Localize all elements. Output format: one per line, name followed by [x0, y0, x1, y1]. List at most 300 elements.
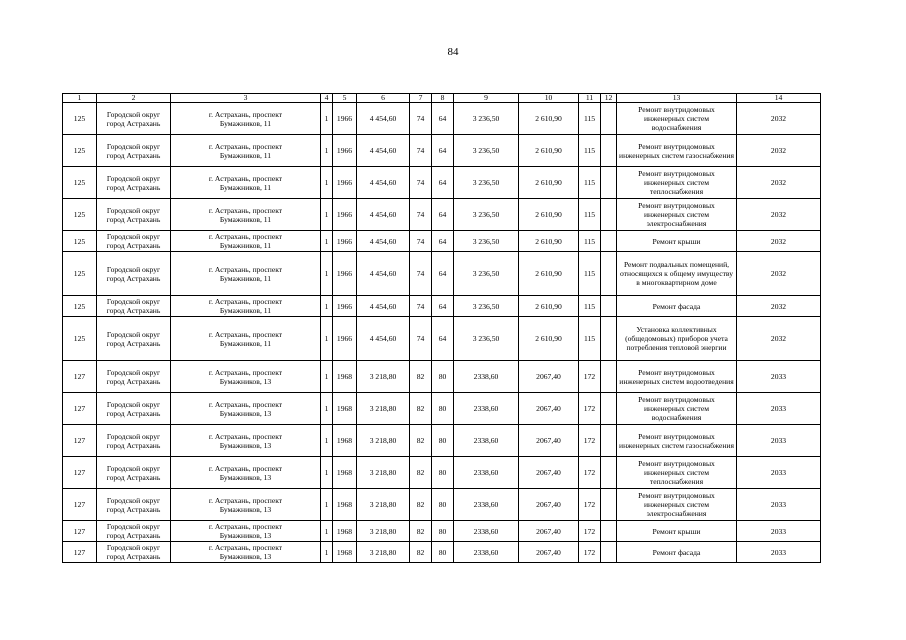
cell-c9: 3 236,50 [454, 317, 519, 361]
year-cell: 2033 [737, 542, 821, 563]
table-body [63, 94, 821, 563]
cell-c6: 4 454,60 [357, 135, 410, 167]
cell-c6: 4 454,60 [357, 103, 410, 135]
municipality-cell-line-2: город Астрахань [106, 472, 161, 482]
address-cell-line-2: Бумажников, 11 [219, 214, 272, 224]
municipality-cell-line-1: Городской округ [106, 141, 161, 151]
cell-c12 [601, 521, 617, 542]
cell-c6: 4 454,60 [357, 296, 410, 317]
table-row [63, 135, 821, 167]
address-cell [171, 103, 321, 135]
house-number: 125 [63, 103, 97, 135]
address-cell-line-2: Бумажников, 13 [219, 552, 272, 561]
address-cell [171, 135, 321, 167]
column-number-2: 2 [97, 94, 171, 103]
cell-c4: 1 [321, 199, 333, 231]
cell-c8: 80 [432, 425, 454, 457]
municipality-cell-line-1: Городской округ [106, 329, 161, 339]
cell-c6: 3 218,80 [357, 393, 410, 425]
work-type-cell: Ремонт крыши [617, 231, 737, 252]
cell-c9: 2338,60 [454, 361, 519, 393]
cell-c11: 172 [579, 457, 601, 489]
cell-c10: 2 610,90 [519, 135, 579, 167]
cell-c12 [601, 103, 617, 135]
cell-c11: 115 [579, 231, 601, 252]
cell-c9: 2338,60 [454, 457, 519, 489]
cell-c10: 2067,40 [519, 457, 579, 489]
table-row [63, 167, 821, 199]
house-number: 125 [63, 317, 97, 361]
cell-c11: 115 [579, 317, 601, 361]
municipality-cell [97, 317, 171, 361]
cell-c11: 115 [579, 199, 601, 231]
address-cell-line-2: Бумажников, 11 [219, 338, 272, 348]
cell-c4: 1 [321, 103, 333, 135]
cell-c8: 80 [432, 361, 454, 393]
cell-c4: 1 [321, 252, 333, 296]
cell-c10: 2 610,90 [519, 167, 579, 199]
house-number: 125 [63, 296, 97, 317]
cell-c10: 2067,40 [519, 489, 579, 521]
municipality-cell-line-1: Городской округ [106, 232, 161, 241]
municipality-cell-line-1: Городской округ [106, 205, 161, 215]
cell-c12 [601, 393, 617, 425]
address-cell-line-1: г. Астрахань, проспект [208, 205, 283, 215]
cell-c9: 2338,60 [454, 542, 519, 563]
municipality-cell-line-2: город Астрахань [106, 306, 161, 315]
table-row [63, 317, 821, 361]
table-row [63, 252, 821, 296]
work-type-cell: Ремонт фасада [617, 296, 737, 317]
cell-c10: 2067,40 [519, 521, 579, 542]
table-row [63, 425, 821, 457]
work-type-cell: Ремонт внутридомовых инженерных систем теплоснабжения [617, 457, 737, 489]
address-cell-line-1: г. Астрахань, проспект [208, 431, 283, 441]
cell-c8: 64 [432, 231, 454, 252]
year-cell: 2032 [737, 103, 821, 135]
address-cell-line-1: г. Астрахань, проспект [208, 173, 283, 183]
municipality-cell-line-1: Городской округ [106, 463, 161, 473]
municipality-cell-line-2: город Астрахань [106, 182, 161, 192]
municipality-cell [97, 103, 171, 135]
cell-c5: 1966 [333, 135, 357, 167]
address-cell-line-2: Бумажников, 13 [219, 376, 272, 386]
address-cell-line-2: Бумажников, 13 [219, 440, 272, 450]
cell-c6: 4 454,60 [357, 199, 410, 231]
cell-c7: 74 [410, 103, 432, 135]
house-number: 127 [63, 489, 97, 521]
table-row [63, 296, 821, 317]
cell-c4: 1 [321, 393, 333, 425]
cell-c4: 1 [321, 167, 333, 199]
cell-c8: 64 [432, 252, 454, 296]
municipality-cell-line-2: город Астрахань [106, 214, 161, 224]
work-type-cell: Ремонт внутридомовых инженерных систем газоснабжения [617, 425, 737, 457]
cell-c8: 64 [432, 317, 454, 361]
column-number-14: 14 [737, 94, 821, 103]
cell-c10: 2 610,90 [519, 296, 579, 317]
cell-c6: 3 218,80 [357, 425, 410, 457]
year-cell: 2032 [737, 317, 821, 361]
cell-c11: 172 [579, 489, 601, 521]
cell-c11: 115 [579, 103, 601, 135]
cell-c9: 3 236,50 [454, 296, 519, 317]
work-type-cell: Ремонт внутридомовых инженерных систем газоснабжения [617, 135, 737, 167]
municipality-cell [97, 542, 171, 563]
address-cell [171, 167, 321, 199]
address-cell-line-2: Бумажников, 11 [219, 150, 272, 160]
cell-c9: 3 236,50 [454, 103, 519, 135]
municipality-cell-line-2: город Астрахань [106, 504, 161, 514]
year-cell: 2032 [737, 199, 821, 231]
cell-c9: 3 236,50 [454, 252, 519, 296]
cell-c4: 1 [321, 542, 333, 563]
year-cell: 2032 [737, 167, 821, 199]
municipality-cell [97, 231, 171, 252]
cell-c11: 172 [579, 521, 601, 542]
cell-c4: 1 [321, 361, 333, 393]
cell-c12 [601, 317, 617, 361]
cell-c10: 2067,40 [519, 361, 579, 393]
address-cell-line-1: г. Астрахань, проспект [208, 495, 283, 505]
cell-c11: 115 [579, 135, 601, 167]
cell-c12 [601, 167, 617, 199]
house-number: 127 [63, 361, 97, 393]
cell-c7: 74 [410, 199, 432, 231]
cell-c12 [601, 296, 617, 317]
municipality-cell [97, 393, 171, 425]
address-cell [171, 317, 321, 361]
address-cell [171, 521, 321, 542]
cell-c4: 1 [321, 425, 333, 457]
cell-c9: 3 236,50 [454, 231, 519, 252]
work-type-cell: Ремонт внутридомовых инженерных систем водоснабжения [617, 393, 737, 425]
cell-c10: 2 610,90 [519, 103, 579, 135]
cell-c10: 2067,40 [519, 393, 579, 425]
address-cell [171, 393, 321, 425]
address-cell-line-1: г. Астрахань, проспект [208, 297, 283, 306]
cell-c7: 74 [410, 296, 432, 317]
year-cell: 2033 [737, 521, 821, 542]
cell-c5: 1966 [333, 231, 357, 252]
cell-c6: 4 454,60 [357, 167, 410, 199]
work-type-cell: Ремонт фасада [617, 542, 737, 563]
year-cell: 2032 [737, 252, 821, 296]
address-cell-line-1: г. Астрахань, проспект [208, 543, 283, 552]
cell-c12 [601, 542, 617, 563]
work-type-cell: Установка коллективных (общедомовых) приборов учета потребления тепловой энергии [617, 317, 737, 361]
cell-c11: 115 [579, 296, 601, 317]
cell-c12 [601, 489, 617, 521]
cell-c9: 3 236,50 [454, 135, 519, 167]
cell-c12 [601, 231, 617, 252]
municipality-cell-line-2: город Астрахань [106, 440, 161, 450]
address-cell-line-2: Бумажников, 13 [219, 472, 272, 482]
cell-c5: 1966 [333, 252, 357, 296]
cell-c8: 80 [432, 521, 454, 542]
cell-c11: 172 [579, 393, 601, 425]
house-number: 127 [63, 425, 97, 457]
address-cell [171, 425, 321, 457]
address-cell [171, 542, 321, 563]
cell-c8: 80 [432, 542, 454, 563]
year-cell: 2033 [737, 361, 821, 393]
address-cell [171, 489, 321, 521]
municipality-cell [97, 425, 171, 457]
municipality-cell-line-2: город Астрахань [106, 552, 161, 561]
work-type-cell: Ремонт внутридомовых инженерных систем теплоснабжения [617, 167, 737, 199]
cell-c9: 2338,60 [454, 425, 519, 457]
cell-c9: 3 236,50 [454, 167, 519, 199]
cell-c6: 4 454,60 [357, 231, 410, 252]
house-number: 125 [63, 231, 97, 252]
cell-c8: 80 [432, 457, 454, 489]
municipality-cell [97, 199, 171, 231]
column-number-6: 6 [357, 94, 410, 103]
cell-c6: 3 218,80 [357, 361, 410, 393]
municipality-cell-line-1: Городской округ [106, 173, 161, 183]
municipality-cell-line-2: город Астрахань [106, 241, 161, 250]
column-number-10: 10 [519, 94, 579, 103]
cell-c5: 1966 [333, 103, 357, 135]
cell-c10: 2 610,90 [519, 317, 579, 361]
cell-c7: 74 [410, 135, 432, 167]
table-row [63, 457, 821, 489]
municipality-cell [97, 489, 171, 521]
address-cell-line-1: г. Астрахань, проспект [208, 329, 283, 339]
municipality-cell-line-1: Городской округ [106, 297, 161, 306]
address-cell-line-1: г. Астрахань, проспект [208, 232, 283, 241]
cell-c10: 2 610,90 [519, 231, 579, 252]
work-type-cell: Ремонт внутридомовых инженерных систем электроснабжения [617, 199, 737, 231]
cell-c12 [601, 135, 617, 167]
year-cell: 2032 [737, 296, 821, 317]
address-cell-line-1: г. Астрахань, проспект [208, 109, 283, 119]
address-cell-line-2: Бумажников, 11 [219, 241, 272, 250]
column-number-7: 7 [410, 94, 432, 103]
cell-c4: 1 [321, 231, 333, 252]
work-type-cell: Ремонт внутридомовых инженерных систем водоснабжения [617, 103, 737, 135]
cell-c5: 1966 [333, 317, 357, 361]
municipality-cell-line-2: город Астрахань [106, 118, 161, 128]
column-number-4: 4 [321, 94, 333, 103]
municipality-cell-line-1: Городской округ [106, 264, 161, 274]
address-cell [171, 199, 321, 231]
municipality-cell [97, 457, 171, 489]
cell-c6: 3 218,80 [357, 521, 410, 542]
work-type-cell: Ремонт подвальных помещений, относящихся к общему имуществу в многоквартирном доме [617, 252, 737, 296]
cell-c5: 1968 [333, 457, 357, 489]
cell-c9: 3 236,50 [454, 199, 519, 231]
column-number-5: 5 [333, 94, 357, 103]
municipality-cell [97, 252, 171, 296]
municipality-cell [97, 167, 171, 199]
column-number-13: 13 [617, 94, 737, 103]
municipality-cell-line-1: Городской округ [106, 495, 161, 505]
cell-c12 [601, 361, 617, 393]
cell-c7: 82 [410, 425, 432, 457]
cell-c7: 74 [410, 252, 432, 296]
house-number: 127 [63, 542, 97, 563]
address-cell-line-2: Бумажников, 11 [219, 182, 272, 192]
municipality-cell [97, 135, 171, 167]
house-number: 127 [63, 521, 97, 542]
cell-c5: 1968 [333, 393, 357, 425]
table-row [63, 489, 821, 521]
column-number-8: 8 [432, 94, 454, 103]
municipality-cell [97, 521, 171, 542]
cell-c9: 2338,60 [454, 393, 519, 425]
year-cell: 2032 [737, 231, 821, 252]
cell-c9: 2338,60 [454, 489, 519, 521]
cell-c12 [601, 457, 617, 489]
cell-c9: 2338,60 [454, 521, 519, 542]
cell-c11: 172 [579, 361, 601, 393]
work-type-cell: Ремонт внутридомовых инженерных систем электроснабжения [617, 489, 737, 521]
year-cell: 2033 [737, 489, 821, 521]
cell-c4: 1 [321, 296, 333, 317]
address-cell-line-2: Бумажников, 13 [219, 504, 272, 514]
cell-c10: 2067,40 [519, 425, 579, 457]
table-row [63, 542, 821, 563]
house-number: 125 [63, 252, 97, 296]
year-cell: 2033 [737, 457, 821, 489]
address-cell-line-1: г. Астрахань, проспект [208, 264, 283, 274]
municipality-cell-line-2: город Астрахань [106, 376, 161, 386]
cell-c10: 2067,40 [519, 542, 579, 563]
address-cell-line-1: г. Астрахань, проспект [208, 399, 283, 409]
cell-c5: 1968 [333, 425, 357, 457]
municipality-cell-line-2: город Астрахань [106, 531, 161, 540]
address-cell [171, 361, 321, 393]
address-cell-line-1: г. Астрахань, проспект [208, 522, 283, 531]
capital-repair-table [62, 93, 821, 563]
cell-c8: 64 [432, 167, 454, 199]
column-number-1: 1 [63, 94, 97, 103]
cell-c12 [601, 425, 617, 457]
address-cell [171, 457, 321, 489]
house-number: 127 [63, 393, 97, 425]
cell-c7: 82 [410, 542, 432, 563]
cell-c5: 1968 [333, 542, 357, 563]
cell-c5: 1968 [333, 361, 357, 393]
table-row [63, 521, 821, 542]
cell-c7: 82 [410, 489, 432, 521]
cell-c5: 1968 [333, 489, 357, 521]
municipality-cell-line-1: Городской округ [106, 109, 161, 119]
year-cell: 2032 [737, 135, 821, 167]
table-row [63, 231, 821, 252]
house-number: 125 [63, 199, 97, 231]
address-cell-line-2: Бумажников, 13 [219, 408, 272, 418]
address-cell-line-2: Бумажников, 11 [219, 306, 272, 315]
address-cell-line-1: г. Астрахань, проспект [208, 463, 283, 473]
column-number-3: 3 [171, 94, 321, 103]
column-number-row [63, 94, 821, 103]
municipality-cell-line-1: Городской округ [106, 431, 161, 441]
cell-c4: 1 [321, 135, 333, 167]
municipality-cell-line-1: Городской округ [106, 522, 161, 531]
house-number: 127 [63, 457, 97, 489]
cell-c11: 115 [579, 252, 601, 296]
cell-c6: 3 218,80 [357, 489, 410, 521]
work-type-cell: Ремонт крыши [617, 521, 737, 542]
municipality-cell-line-2: город Астрахань [106, 338, 161, 348]
cell-c7: 74 [410, 231, 432, 252]
cell-c5: 1968 [333, 521, 357, 542]
cell-c4: 1 [321, 457, 333, 489]
cell-c5: 1966 [333, 296, 357, 317]
cell-c8: 64 [432, 296, 454, 317]
municipality-cell [97, 361, 171, 393]
cell-c8: 80 [432, 489, 454, 521]
cell-c7: 74 [410, 167, 432, 199]
cell-c12 [601, 252, 617, 296]
cell-c12 [601, 199, 617, 231]
house-number: 125 [63, 135, 97, 167]
table-row [63, 393, 821, 425]
page-number: 84 [447, 46, 459, 58]
cell-c4: 1 [321, 521, 333, 542]
cell-c7: 82 [410, 361, 432, 393]
cell-c7: 82 [410, 521, 432, 542]
address-cell-line-1: г. Астрахань, проспект [208, 141, 283, 151]
cell-c7: 82 [410, 457, 432, 489]
cell-c8: 64 [432, 135, 454, 167]
municipality-cell [97, 296, 171, 317]
cell-c10: 2 610,90 [519, 252, 579, 296]
cell-c7: 74 [410, 317, 432, 361]
cell-c6: 4 454,60 [357, 252, 410, 296]
column-number-12: 12 [601, 94, 617, 103]
cell-c6: 3 218,80 [357, 457, 410, 489]
municipality-cell-line-1: Городской округ [106, 399, 161, 409]
address-cell-line-2: Бумажников, 13 [219, 531, 272, 540]
year-cell: 2033 [737, 425, 821, 457]
address-cell-line-2: Бумажников, 11 [219, 273, 272, 283]
cell-c8: 64 [432, 199, 454, 231]
address-cell-line-2: Бумажников, 11 [219, 118, 272, 128]
work-type-cell: Ремонт внутридомовых инженерных систем водоотведения [617, 361, 737, 393]
table-row [63, 361, 821, 393]
cell-c11: 115 [579, 167, 601, 199]
cell-c5: 1966 [333, 167, 357, 199]
table-row [63, 103, 821, 135]
municipality-cell-line-2: город Астрахань [106, 150, 161, 160]
cell-c11: 172 [579, 542, 601, 563]
table-row [63, 199, 821, 231]
cell-c6: 4 454,60 [357, 317, 410, 361]
year-cell: 2033 [737, 393, 821, 425]
house-number: 125 [63, 167, 97, 199]
cell-c6: 3 218,80 [357, 542, 410, 563]
cell-c5: 1966 [333, 199, 357, 231]
cell-c8: 64 [432, 103, 454, 135]
cell-c4: 1 [321, 489, 333, 521]
municipality-cell-line-2: город Астрахань [106, 273, 161, 283]
municipality-cell-line-2: город Астрахань [106, 408, 161, 418]
cell-c8: 80 [432, 393, 454, 425]
address-cell [171, 296, 321, 317]
column-number-11: 11 [579, 94, 601, 103]
municipality-cell-line-1: Городской округ [106, 367, 161, 377]
cell-c7: 82 [410, 393, 432, 425]
address-cell [171, 252, 321, 296]
cell-c10: 2 610,90 [519, 199, 579, 231]
address-cell [171, 231, 321, 252]
cell-c4: 1 [321, 317, 333, 361]
cell-c11: 172 [579, 425, 601, 457]
